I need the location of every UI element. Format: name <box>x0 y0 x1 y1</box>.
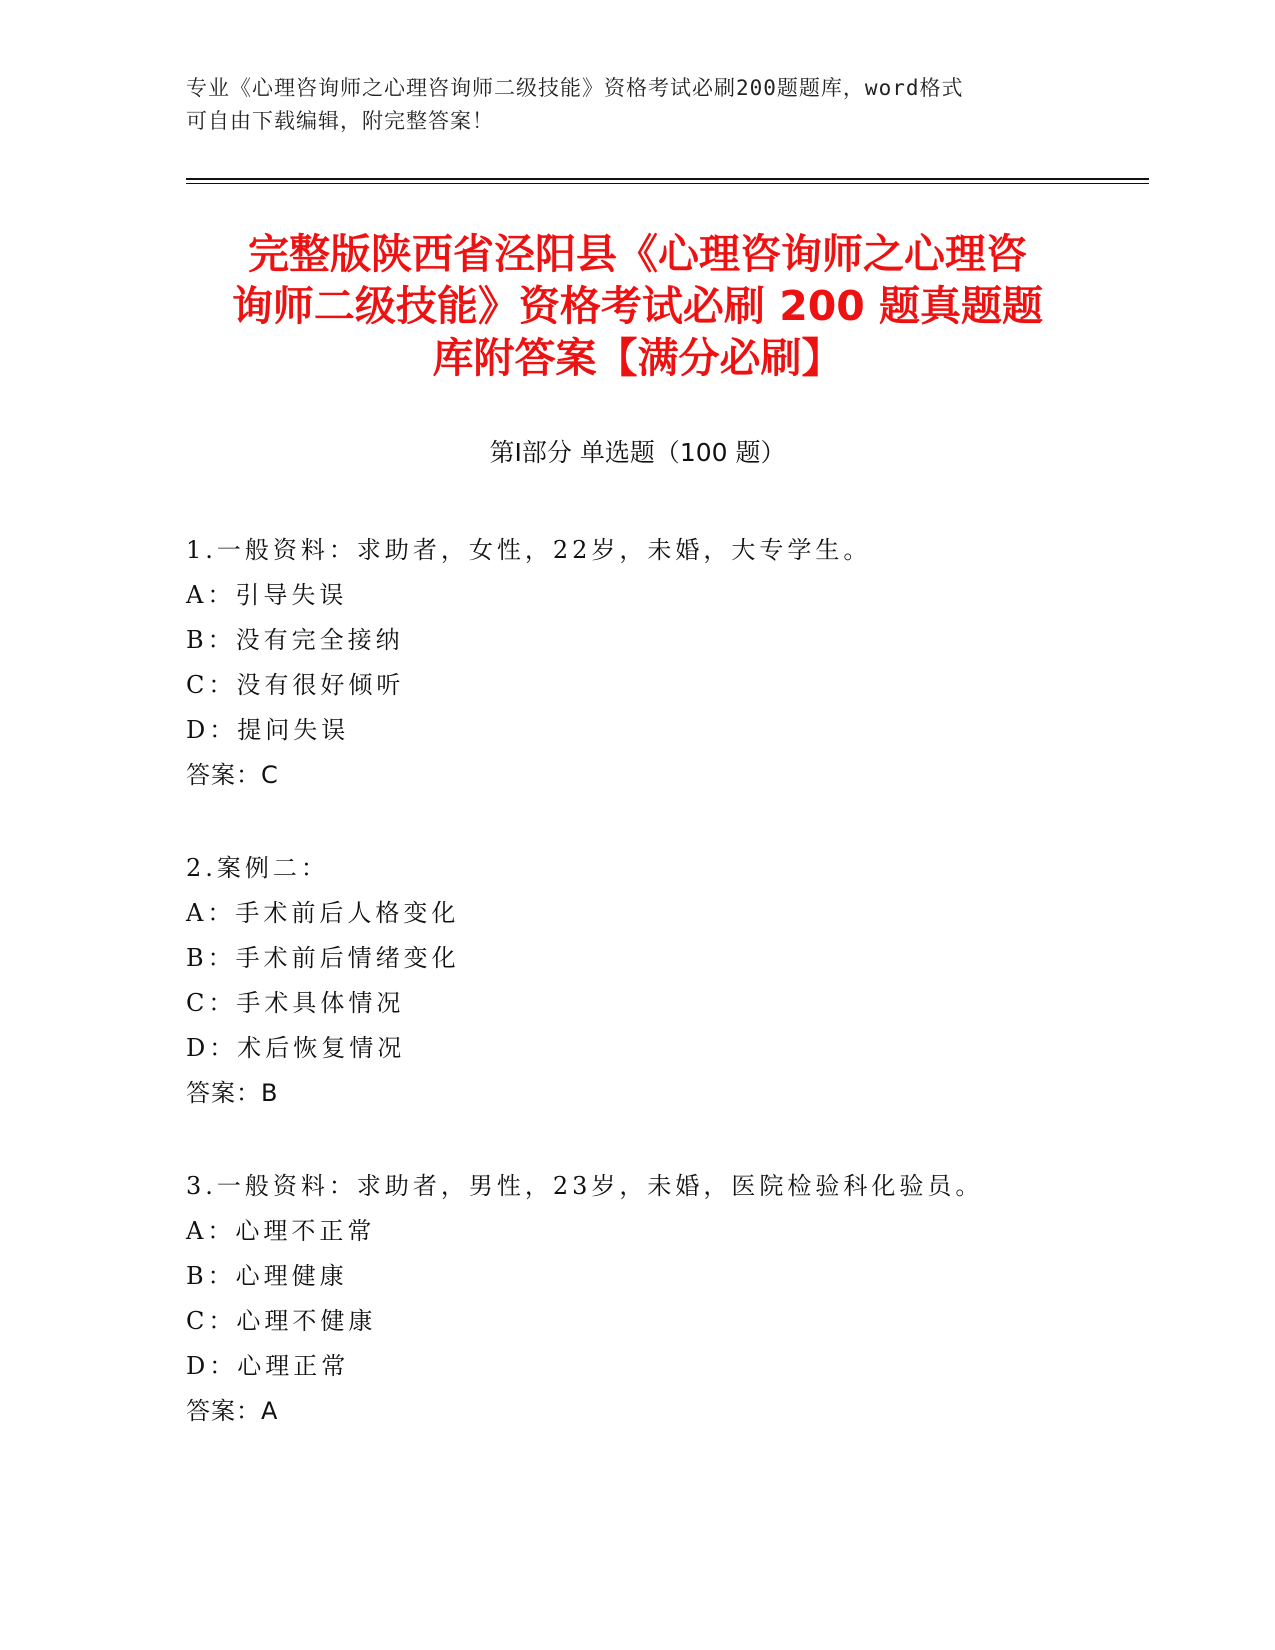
option-c: C：心理不健康 <box>186 1307 377 1335</box>
question-list <box>186 528 1116 1482</box>
header-note-line-1: 专业《心理咨询师之心理咨询师二级技能》资格考试必刷200题题库，word格式 <box>186 76 964 100</box>
document-title <box>186 228 1089 384</box>
header-divider-thick <box>186 178 1149 180</box>
answer-line: 答案：C <box>186 761 279 789</box>
answer-line: 答案：B <box>186 1079 279 1107</box>
option-a: A：手术前后人格变化 <box>186 899 460 927</box>
question-stem: 3.一般资料：求助者，男性，23岁，未婚，医院检验科化验员。 <box>186 1172 984 1200</box>
header-divider-thin <box>186 183 1149 184</box>
option-d: D：提问失误 <box>186 716 350 744</box>
section-heading: 第Ⅰ部分 单选题（100 题） <box>489 438 786 467</box>
option-d: D：术后恢复情况 <box>186 1034 406 1062</box>
header-note <box>186 72 1066 138</box>
option-b: B：心理健康 <box>186 1262 348 1290</box>
option-a: A：引导失误 <box>186 581 348 609</box>
question-stem: 2.案例二： <box>186 854 329 882</box>
question-item <box>186 1164 1116 1482</box>
option-c: C：没有很好倾听 <box>186 671 405 699</box>
option-d: D：心理正常 <box>186 1352 350 1380</box>
option-c: C：手术具体情况 <box>186 989 405 1017</box>
question-item <box>186 528 1116 846</box>
title-line-3: 库附答案【满分必刷】 <box>432 334 843 382</box>
question-item <box>186 846 1116 1164</box>
answer-line: 答案：A <box>186 1397 279 1425</box>
option-b: B：手术前后情绪变化 <box>186 944 460 972</box>
header-note-line-2: 可自由下载编辑，附完整答案！ <box>186 109 494 133</box>
title-line-2: 询师二级技能》资格考试必刷 200 题真题题 <box>231 282 1044 330</box>
title-line-1: 完整版陕西省泾阳县《心理咨询师之心理咨 <box>248 230 1027 278</box>
option-b: B：没有完全接纳 <box>186 626 404 654</box>
question-stem: 1.一般资料：求助者，女性，22岁，未婚，大专学生。 <box>186 536 872 564</box>
option-a: A：心理不正常 <box>186 1217 376 1245</box>
